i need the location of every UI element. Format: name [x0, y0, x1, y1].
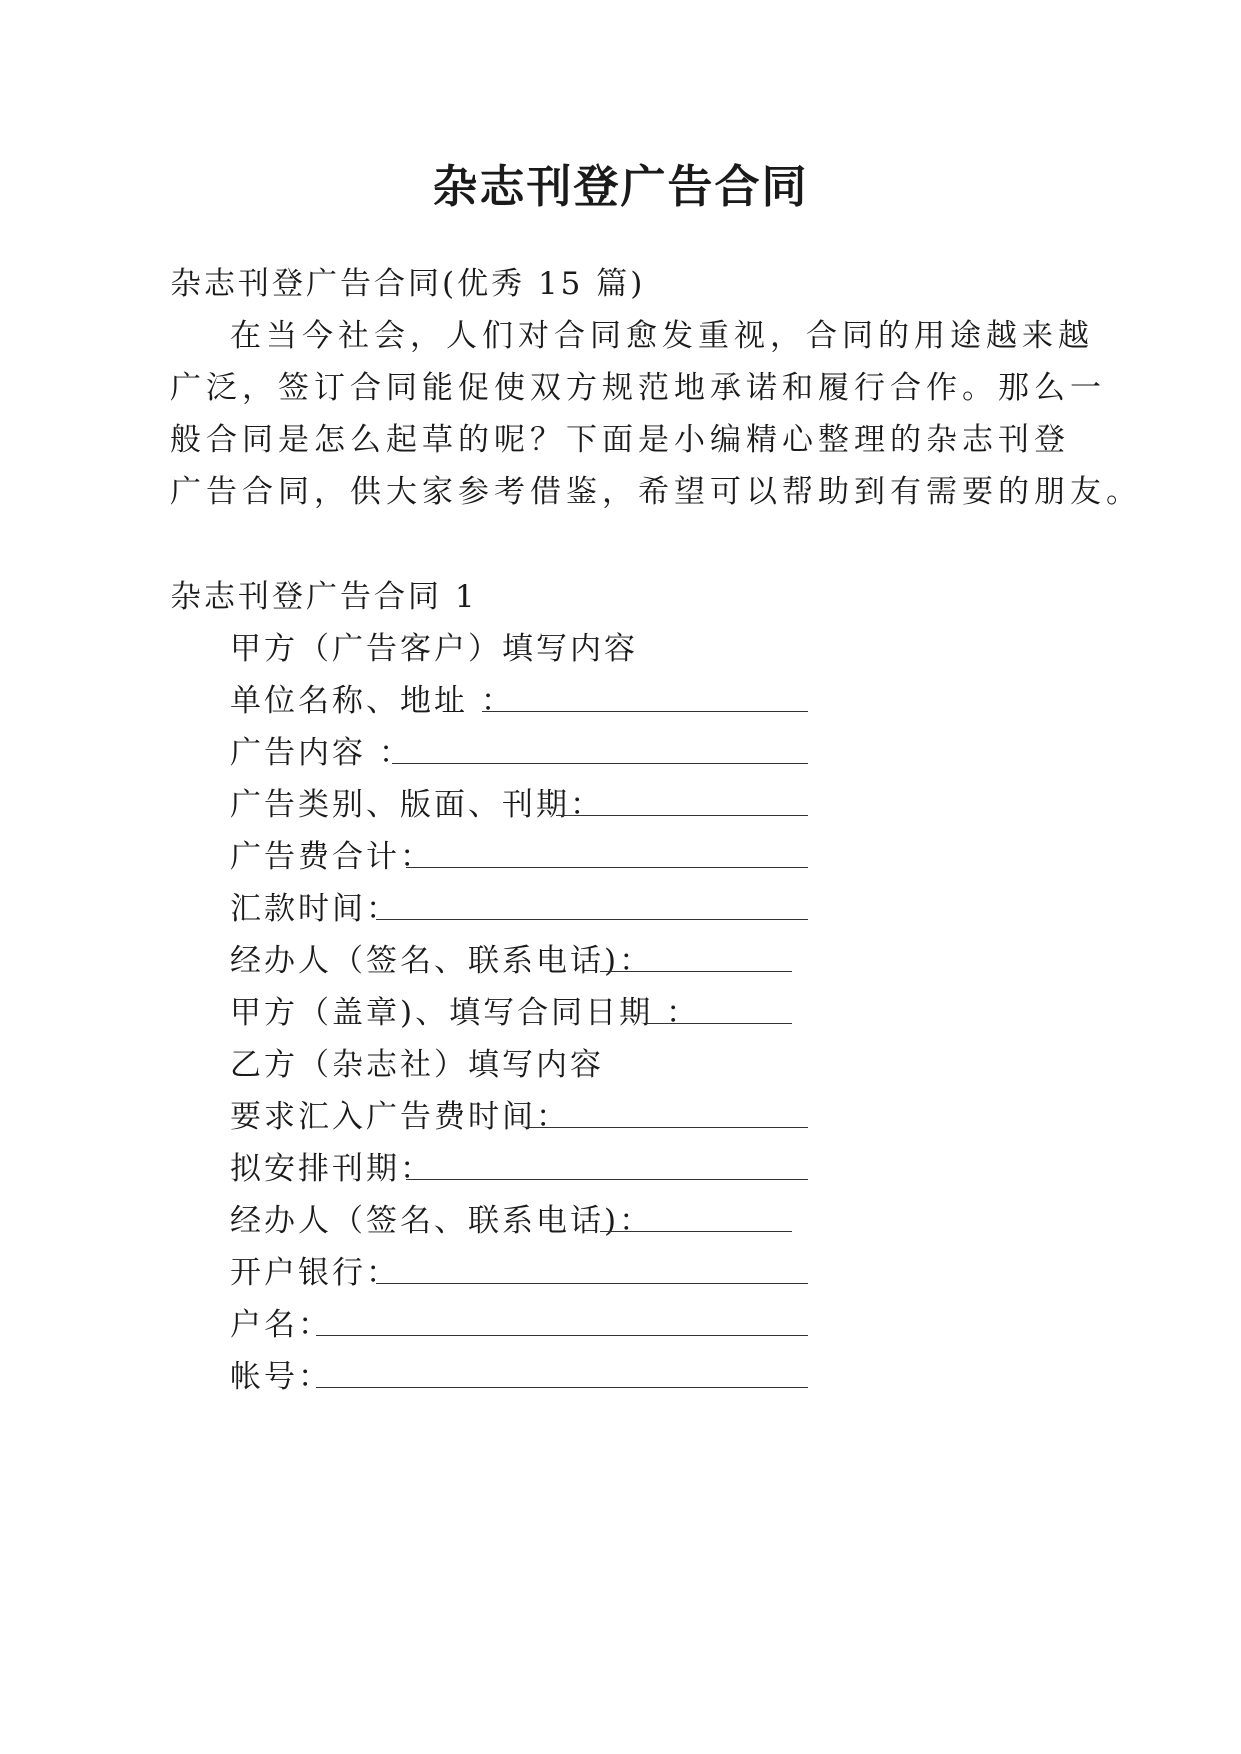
fill-in-blank[interactable]	[406, 867, 808, 868]
fill-in-blank[interactable]	[376, 919, 808, 920]
field-label: 开户银行：	[230, 1255, 400, 1291]
field-label: 拟安排刊期：	[230, 1151, 434, 1187]
fill-in-blank[interactable]	[316, 1335, 808, 1336]
intro-line: 广泛，签订合同能促使双方规范地承诺和履行合作。那么一	[170, 370, 1106, 406]
party-b-heading: 乙方（杂志社）填写内容	[230, 1047, 604, 1083]
section-heading: 杂志刊登广告合同 1	[170, 579, 478, 615]
field-label: 广告类别、版面、刊期：	[230, 787, 604, 823]
fill-in-blank[interactable]	[600, 1231, 792, 1232]
field-label: 广告内容 ：	[230, 735, 413, 771]
field-label: 广告费合计：	[230, 839, 434, 875]
field-label: 户名：	[230, 1307, 332, 1343]
fill-in-blank[interactable]	[482, 711, 808, 712]
fill-in-blank[interactable]	[392, 763, 808, 764]
fill-in-blank[interactable]	[600, 971, 792, 972]
fill-in-blank[interactable]	[406, 1179, 808, 1180]
fill-in-blank[interactable]	[556, 815, 808, 816]
fill-in-blank[interactable]	[376, 1283, 808, 1284]
intro-line: 般合同是怎么起草的呢？下面是小编精心整理的杂志刊登	[170, 422, 1070, 458]
document-subtitle: 杂志刊登广告合同(优秀 15 篇)	[170, 266, 646, 302]
field-label: 帐号：	[230, 1359, 332, 1395]
fill-in-blank[interactable]	[526, 1127, 808, 1128]
document-title: 杂志刊登广告合同	[432, 160, 809, 213]
intro-line: 广告合同，供大家参考借鉴，希望可以帮助到有需要的朋友。	[170, 474, 1142, 510]
field-label: 经办人（签名、联系电话)：	[230, 943, 654, 979]
field-label: 经办人（签名、联系电话)：	[230, 1203, 654, 1239]
fill-in-blank[interactable]	[316, 1387, 808, 1388]
field-label: 甲方（盖章)、填写合同日期 ：	[230, 995, 700, 1031]
fill-in-blank[interactable]	[646, 1023, 792, 1024]
intro-line: 在当今社会，人们对合同愈发重视，合同的用途越来越	[230, 318, 1094, 354]
field-label: 要求汇入广告费时间：	[230, 1099, 570, 1135]
party-a-heading: 甲方（广告客户）填写内容	[230, 631, 638, 667]
field-label: 单位名称、地址 ：	[230, 683, 515, 719]
field-label: 汇款时间：	[230, 891, 400, 927]
